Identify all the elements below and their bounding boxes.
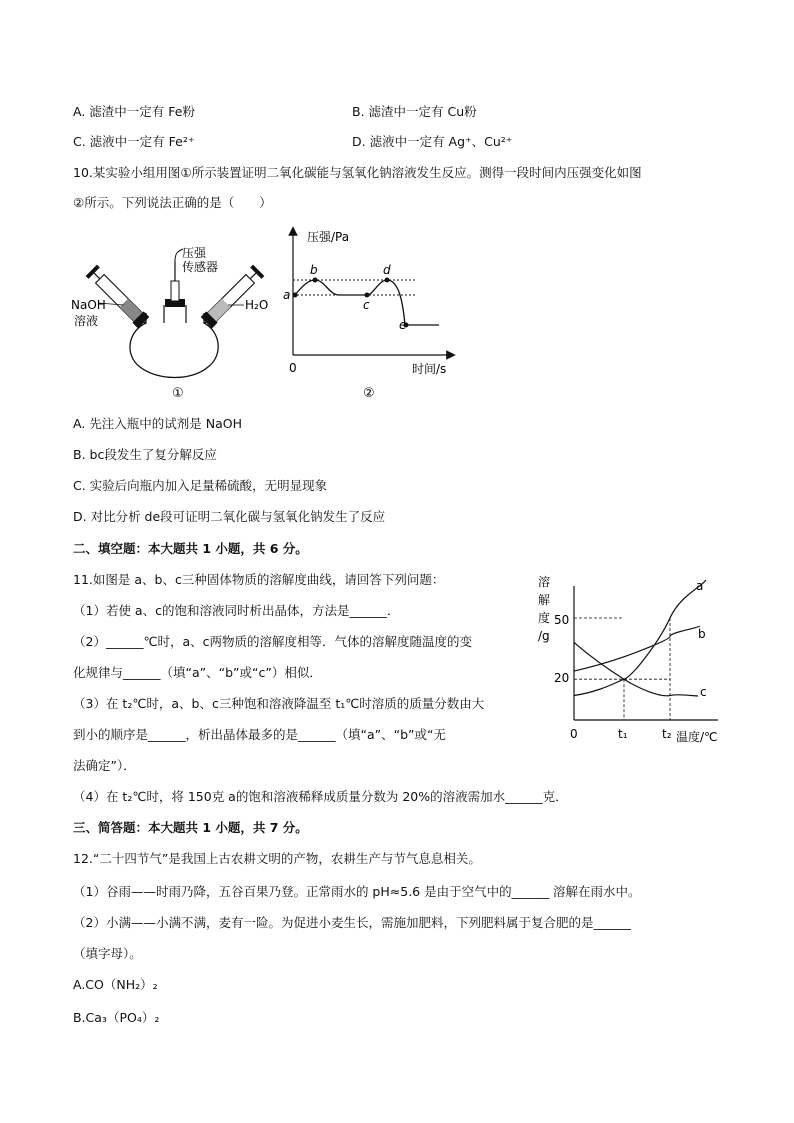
q9-option-d: D. 滤液中一定有 Ag⁺、Cu²⁺	[352, 134, 513, 149]
q10-option-b: B. bc段发生了复分解反应	[73, 447, 217, 462]
q9-option-c: C. 滤液中一定有 Fe²⁺	[73, 134, 195, 149]
ylabel-char-1: 溶	[538, 575, 551, 589]
q12-option-b: B.Ca₃（PO₄）₂	[73, 1010, 160, 1025]
q11-part3-line1: （3）在 t₂℃时，a、b、c三种饱和溶液降温至 t₁℃时溶质的质量分数由大	[73, 696, 485, 711]
figure1-caption: ①	[172, 386, 184, 400]
q12-stem: 12.“二十四节气”是我国上古农耕文明的产物，农耕生产与节气息息相关。	[73, 851, 481, 866]
naoh-solution-label: 溶液	[74, 314, 99, 328]
q10-option-c: C. 实验后向瓶内加入足量稀硫酸，无明显现象	[73, 478, 328, 493]
ylabel-char-4: /g	[538, 629, 550, 643]
y-tick-50: 50	[554, 613, 570, 627]
q10-stem-line2: ②所示。下列说法正确的是（ ）	[73, 195, 272, 210]
ylabel-char-2: 解	[538, 593, 551, 607]
point-c-label: c	[363, 298, 370, 312]
q12-option-a: A.CO（NH₂）₂	[73, 977, 158, 992]
point-d-label: d	[383, 263, 391, 277]
time-axis-label: 时间/s	[412, 362, 447, 376]
x-tick-t1: t₁	[618, 727, 628, 741]
q10-option-a: A. 先注入瓶中的试剂是 NaOH	[73, 416, 243, 431]
series-b-label: b	[698, 627, 706, 641]
q11-part3-line3: 法确定”）．	[73, 758, 136, 773]
apparatus-figure	[68, 225, 278, 400]
q10-option-d: D. 对比分析 de段可证明二氧化碳与氢氧化钠发生了反应	[73, 509, 386, 524]
origin-label: 0	[289, 361, 297, 375]
q11-part2-line1: （2）______℃时，a、c两物质的溶解度相等．气体的溶解度随温度的变	[73, 634, 473, 649]
x-axis-label: 温度/℃	[676, 730, 718, 744]
naoh-label: NaOH	[71, 298, 106, 312]
q11-part1: （1）若使 a、c的饱和溶液同时析出晶体，方法是______．	[73, 603, 400, 618]
section3-heading: 三、简答题：本大题共 1 小题，共 7 分。	[73, 820, 308, 835]
point-e-label: e	[399, 318, 407, 332]
h2o-label: H₂O	[245, 298, 269, 312]
series-a-label: a	[696, 579, 704, 593]
q9-option-a: A. 滤渣中一定有 Fe粉	[73, 104, 195, 119]
figure2-caption: ②	[363, 386, 375, 400]
section2-heading: 二、填空题：本大题共 1 小题，共 6 分。	[73, 541, 308, 556]
series-a-curve	[574, 580, 706, 696]
ylabel-char-3: 度	[538, 611, 551, 625]
q11-part4: （4）在 t₂℃时，将 150克 a的饱和溶液稀释成质量分数为 20%的溶液需加水______克．	[73, 789, 568, 804]
x-origin-label: 0	[570, 727, 578, 741]
q10-stem-line1: 10.某实验小组用图①所示装置证明二氧化碳能与氢氧化钠溶液发生反应。测得一段时间内压强变化如图	[73, 165, 642, 180]
pressure-chart	[275, 225, 465, 400]
x-tick-t2: t₂	[662, 727, 672, 741]
q12-part1: （1）谷雨——时雨乃降，五谷百果乃登。正常雨水的 pH≈5.6 是由于空气中的______ 溶解在雨水中。	[73, 884, 641, 899]
pressure-axis-label: 压强/Pa	[307, 230, 350, 244]
q12-part2-line1: （2）小满——小满不满，麦有一险。为促进小麦生长，需施加肥料，下列肥料属于复合肥的是______	[73, 915, 631, 930]
y-tick-20: 20	[554, 671, 570, 685]
q11-part2-line2: 化规律与______（填“a”、“b”或“c”）相似．	[73, 665, 322, 680]
q9-option-b: B. 滤渣中一定有 Cu粉	[352, 104, 477, 119]
series-b-curve	[574, 626, 700, 671]
series-c-label: c	[700, 685, 707, 699]
point-b-label: b	[310, 263, 318, 277]
solubility-chart	[530, 570, 730, 760]
point-a-label: a	[283, 288, 291, 302]
q11-stem: 11.如图是 a、b、c三种固体物质的溶解度曲线，请回答下列问题：	[73, 572, 445, 587]
sensor-label-1: 压强	[182, 246, 207, 260]
q12-part2-line2: （填字母）。	[73, 946, 142, 961]
q11-part3-line2: 到小的顺序是______，析出晶体最多的是______（填“a”、“b”或“无	[73, 727, 446, 742]
sensor-label-2: 传感器	[182, 260, 219, 274]
